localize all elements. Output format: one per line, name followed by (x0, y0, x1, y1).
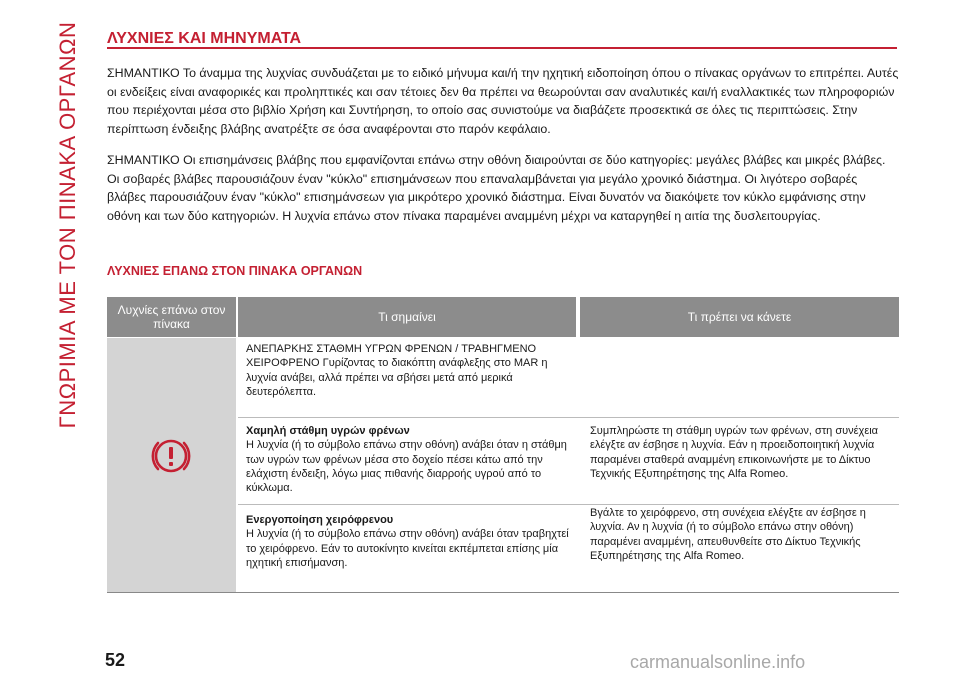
table-row-2-meaning (246, 424, 572, 495)
row-3-action-text: Βγάλτε το χειρόφρενο, στη συνέχεια ελέγξτε αν έσβησε η λυχνία. Αν η λυχνία (ή το σύμβολο επάνω στην οθόνη) παραμένει αναμμένη, απευθυνθείτε στο Δίκτυο Τεχνικής Εξυπηρέτησης της Alfa Romeo. (590, 507, 866, 562)
important-note-1: ΣΗΜΑΝΤΙΚΟ Το άναμμα της λυχνίας συνδυάζεται με το ειδικό μήνυμα και/ή την ηχητική ειδοποίηση όπου ο πίνακας οργάνων το επιτρέπει. Αυτές οι ενδείξεις είναι αναφορικές και προληπτικές και σαν τέτοιες δεν θα πρέπει να θεωρούνται σαν αναλυτικές και/ή εναλλακτικές των πληροφοριών που περιέχονται μέσα στο βιβλίο Χρήση και Συντήρηση, το οποίο σας συνιστούμε να διαβάζετε προσεκτικά σε όλες τις περιπτώσεις. Στην περίπτωση ένδειξης βλάβης ανατρέξτε σε όσα αναφέρονται στο παρόν κεφάλαιο. (107, 66, 899, 136)
important-note-2: ΣΗΜΑΝΤΙΚΟ Οι επισημάνσεις βλάβης που εμφανίζονται επάνω στην οθόνη διαιρούνται σε δύο κατηγορίες: μεγάλες βλάβες και μικρές βλάβες. Οι σοβαρές βλάβες παρουσιάζουν έναν "κύκλο" επισημάνσεων που επαναλαμβάνεται για μεγάλο χρονικό διάστημα. Οι λιγότερο σοβαρές βλάβες παρουσιάζουν έναν "κύκλο" επισημάνσεων για μικρότερο χρονικό διάστημα. Είναι δυνατόν να διακόψετε τον κύκλο εμφάνισης στην οθόνη και των δύο κατηγοριών. Η λυχνία επάνω στον πίνακα παραμένει αναμμένη μέχρι να καταργηθεί η αιτία της δυσλειτουργίας. (107, 153, 886, 223)
table-row-3-action (590, 506, 895, 563)
table-bottom-rule (107, 592, 899, 593)
table-header-meaning: Τι σημαίνει (238, 297, 576, 337)
table-header-action: Τι πρέπει να κάνετε (580, 297, 899, 337)
row-2-meaning-text: Η λυχνία (ή το σύμβολο επάνω στην οθόνη) ανάβει όταν η στάθμη των υγρών των φρένων μέσα στο δοχείο πέσει κάτω από την ελάχιστη ένδειξη, λόγω μιας πιθανής διαρροής υγρού από το κύκλωμα. (246, 439, 567, 495)
vertical-section-title-text: ΓΝΩΡΙΜΙΑ ΜΕ ΤΟΝ ΠΙΝΑΚΑ ΟΡΓΑΝΩΝ (55, 21, 80, 429)
page-number: 52 (105, 650, 126, 670)
row-2-action-text: Συμπληρώστε τη στάθμη υγρών των φρένων, στη συνέχεια ελέγξτε αν έσβησε η λυχνία. Εάν η προειδοποιητική λυχνία παραμένει σταθερά αναμμένη επικοινωνήστε με το Δίκτυο Τεχνικής Εξυπηρέτησης της Alfa Romeo. (590, 425, 879, 480)
section-subheading: ΛΥΧΝΙΕΣ ΕΠΑΝΩ ΣΤΟΝ ΠΙΝΑΚΑ ΟΡΓΑΝΩΝ (107, 264, 363, 278)
table-row-1-meaning (246, 342, 572, 399)
table-row-3-meaning (246, 513, 572, 570)
row-divider (238, 504, 899, 505)
watermark: carmanualsonline.info (630, 652, 806, 672)
heading-rule (107, 47, 897, 49)
row-1-meaning-text: ΑΝΕΠΑΡΚΗΣ ΣΤΑΘΜΗ ΥΓΡΩΝ ΦΡΕΝΩΝ / ΤΡΑΒΗΓΜΕΝΟ ΧΕΙΡΟΦΡΕΝΟ Γυρίζοντας το διακόπτη ανάφλεξης στο MAR η λυχνία ανάβει, αλλά πρέπει να σβήσει μετά από μερικά δευτερόλεπτα. (246, 343, 548, 398)
row-3-meaning-title: Ενεργοποίηση χειρόφρενου (246, 514, 394, 526)
brake-warning-icon (149, 434, 193, 478)
row-3-meaning-text: Η λυχνία (ή το σύμβολο επάνω στην οθόνη) ανάβει όταν τραβηχτεί το χειρόφρενο. Εάν το αυτοκίνητο κινείται εκπέμπεται επίσης μία ηχητική επισήμανση. (246, 528, 569, 569)
lamp-column (107, 338, 236, 592)
vertical-section-title (44, 21, 92, 429)
row-2-meaning-title: Χαμηλή στάθμη υγρών φρένων (246, 425, 410, 437)
page-heading: ΛΥΧΝΙΕΣ ΚΑΙ ΜΗΝΥΜΑΤΑ (107, 30, 302, 47)
table-row-2-action (590, 424, 895, 481)
table-header-lamps: Λυχνίες επάνω στον πίνακα (107, 297, 236, 337)
row-divider (238, 417, 899, 418)
